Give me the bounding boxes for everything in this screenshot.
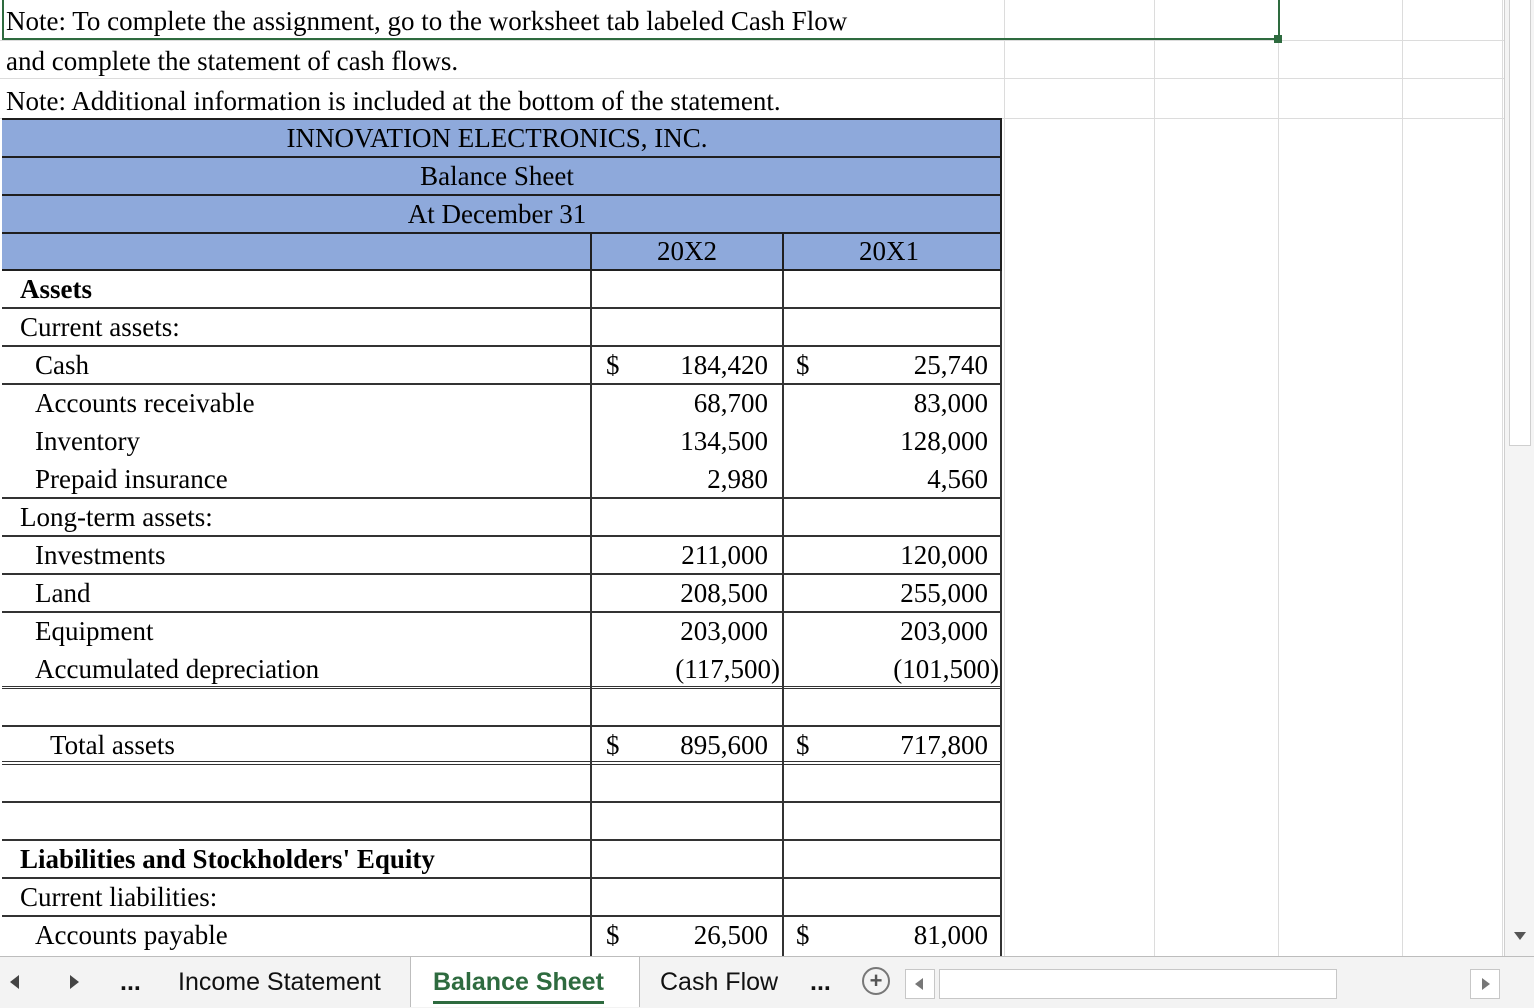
value-20x2: 895,600 <box>680 730 768 760</box>
row-label: Accumulated depreciation <box>35 654 320 684</box>
statement-date: At December 31 <box>407 199 587 229</box>
dollar-sign: $ <box>606 350 620 380</box>
triangle-right-icon[interactable] <box>70 975 79 989</box>
row-label: Investments <box>35 540 166 570</box>
value-20x2: 208,500 <box>680 578 768 608</box>
row-label: Liabilities and Stockholders' Equity <box>20 844 435 874</box>
table-row <box>2 651 1002 689</box>
column-header-20x1: 20X1 <box>859 236 919 266</box>
vertical-scrollbar[interactable] <box>1504 0 1534 956</box>
tab-cash-flow[interactable]: Cash Flow <box>660 968 779 996</box>
table-row <box>2 385 1002 423</box>
table-row <box>2 271 1002 309</box>
value-20x1: 83,000 <box>913 388 988 418</box>
statement-header <box>2 118 1002 271</box>
dollar-sign: $ <box>796 920 810 950</box>
table-row <box>2 765 1002 803</box>
triangle-right-icon <box>1482 978 1490 990</box>
scroll-left-button[interactable] <box>905 969 935 999</box>
value-20x2: 68,700 <box>693 388 768 418</box>
value-20x1: 81,000 <box>913 920 988 950</box>
table-row <box>2 689 1002 727</box>
value-20x2: 2,980 <box>707 464 768 494</box>
value-20x2: 134,500 <box>680 426 768 456</box>
plus-circle-icon[interactable]: + <box>862 967 890 995</box>
tabs-overflow-left[interactable]: ... <box>120 968 141 996</box>
dollar-sign: $ <box>606 920 620 950</box>
scroll-thumb[interactable] <box>939 969 1337 999</box>
value-20x1: 120,000 <box>900 540 988 570</box>
table-row <box>2 917 1002 955</box>
table-row <box>2 347 1002 385</box>
value-20x1: 4,560 <box>927 464 988 494</box>
note-line-3: Note: Additional information is included at the bottom of the statement. <box>6 86 781 116</box>
table-row <box>2 423 1002 461</box>
table-row <box>2 727 1002 765</box>
triangle-down-icon[interactable] <box>1514 932 1526 940</box>
dollar-sign: $ <box>796 350 810 380</box>
value-20x2: 26,500 <box>693 920 768 950</box>
table-row <box>2 309 1002 347</box>
company-name: INNOVATION ELECTRONICS, INC. <box>286 123 708 153</box>
note-line-2: and complete the statement of cash flows. <box>6 46 459 76</box>
note-line-1: Note: To complete the assignment, go to the worksheet tab labeled Cash Flow <box>6 6 848 36</box>
table-row <box>2 879 1002 917</box>
value-20x2: (117,500) <box>675 654 780 684</box>
horizontal-scrollbar[interactable] <box>905 969 1503 999</box>
value-20x1: 128,000 <box>900 426 988 456</box>
value-20x2: 184,420 <box>680 350 768 380</box>
row-label: Current liabilities: <box>20 882 218 912</box>
scroll-thumb[interactable] <box>1509 0 1531 446</box>
dollar-sign: $ <box>606 730 620 760</box>
tabs-overflow-right[interactable]: ... <box>810 968 831 996</box>
table-row <box>2 537 1002 575</box>
row-label: Inventory <box>35 426 140 456</box>
row-label: Total assets <box>50 730 175 760</box>
value-20x1: (101,500) <box>893 654 999 684</box>
sheet-tab-bar <box>0 956 1534 1008</box>
value-20x2: 211,000 <box>681 540 768 570</box>
statement-title: Balance Sheet <box>420 161 574 191</box>
tab-income-statement[interactable]: Income Statement <box>178 968 381 996</box>
value-20x1: 717,800 <box>900 730 988 760</box>
row-label: Land <box>35 578 91 608</box>
table-row <box>2 499 1002 537</box>
scroll-right-button[interactable] <box>1470 969 1500 999</box>
value-20x2: 203,000 <box>680 616 768 646</box>
fill-handle[interactable] <box>1274 35 1282 43</box>
table-row <box>2 803 1002 841</box>
triangle-left-icon <box>915 978 923 990</box>
value-20x1: 25,740 <box>913 350 988 380</box>
tab-balance-sheet[interactable]: Balance Sheet <box>433 965 604 1004</box>
value-20x1: 255,000 <box>900 578 988 608</box>
row-label: Current assets: <box>20 312 180 342</box>
table-row <box>2 575 1002 613</box>
table-row <box>2 461 1002 499</box>
row-label: Accounts receivable <box>35 388 255 418</box>
dollar-sign: $ <box>796 730 810 760</box>
row-label: Long-term assets: <box>20 502 213 532</box>
table-row <box>2 613 1002 651</box>
row-label: Accounts payable <box>35 920 228 950</box>
column-header-20x2: 20X2 <box>657 236 717 266</box>
row-label: Equipment <box>35 616 154 646</box>
table-row <box>2 841 1002 879</box>
triangle-left-icon[interactable] <box>10 975 19 989</box>
row-label: Assets <box>20 274 92 304</box>
row-label: Prepaid insurance <box>35 464 228 494</box>
row-label: Cash <box>35 350 89 380</box>
value-20x1: 203,000 <box>900 616 988 646</box>
